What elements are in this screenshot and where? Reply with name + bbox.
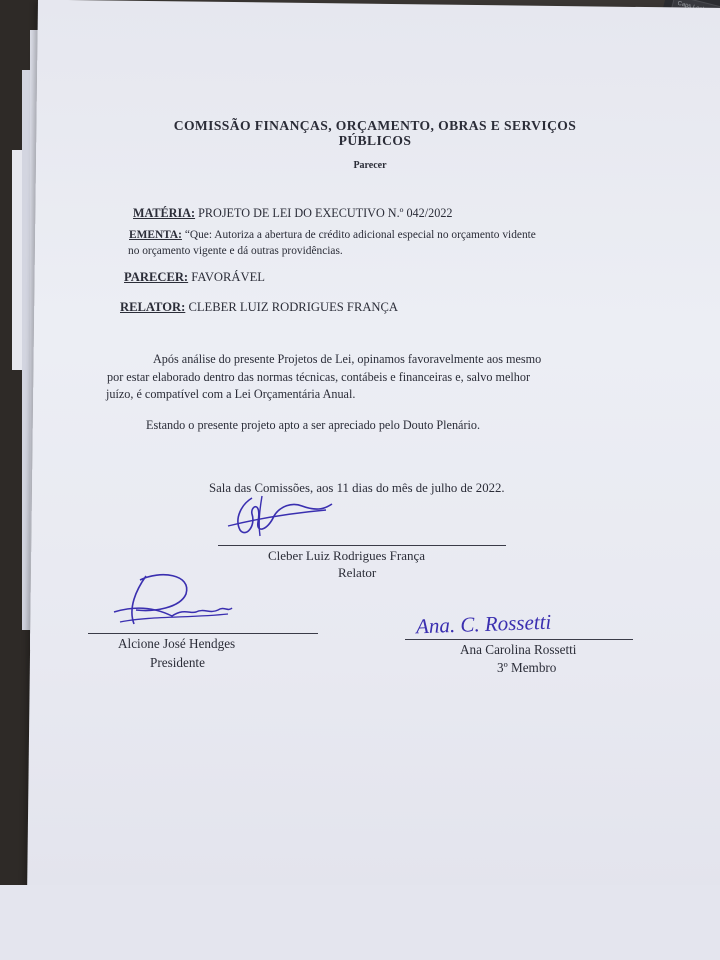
relator-line — [120, 300, 398, 315]
paragraph1-line2: por estar elaborado dentro das normas técnicas, contábeis e financeiras e, salvo melhor — [107, 370, 531, 384]
member-signature-line — [405, 639, 633, 640]
parecer-line — [124, 270, 265, 285]
paragraph2: Estando o presente projeto apto a ser apreciado pelo Douto Plenário. — [146, 418, 481, 432]
ementa-label: EMENTA: — [129, 229, 182, 241]
parecer-label: PARECER: — [124, 270, 189, 284]
member-signature: Ana. C. Rossetti — [415, 609, 552, 639]
paragraph1-line1: Após análise do presente Projetos de Lei, opinamos favoravelmente aos mesmo — [153, 352, 542, 366]
materia-label: MATÉRIA: — [133, 206, 196, 220]
document-subtitle: Parecer — [353, 160, 387, 171]
member-name: Ana Carolina Rossetti — [460, 642, 577, 657]
paragraph1-line3: juízo, é compatível com a Lei Orçamentária Anual. — [106, 387, 356, 401]
document-title-line2: PÚBLICOS — [338, 133, 412, 148]
member-role: 3º Membro — [497, 660, 557, 675]
parecer-value: FAVORÁVEL — [191, 270, 266, 284]
materia-value: PROJETO DE LEI DO EXECUTIVO N.º 042/2022 — [198, 206, 453, 220]
ementa-line2: no orçamento vigente e dá outras providências. — [128, 245, 343, 257]
relator-name: Cleber Luiz Rodrigues França — [268, 548, 426, 563]
document-title-line1: COMISSÃO FINANÇAS, ORÇAMENTO, OBRAS E SERVIÇOS — [173, 118, 577, 133]
president-signature — [100, 568, 240, 638]
president-name: Alcione José Hendges — [118, 636, 236, 651]
relator-value: CLEBER LUIZ RODRIGUES FRANÇA — [188, 300, 399, 314]
relator-label: RELATOR: — [120, 300, 186, 314]
place-date: Sala das Comissões, aos 11 dias do mês de julho de 2022. — [209, 481, 505, 495]
president-signature-line — [88, 633, 318, 634]
relator-role: Relator — [338, 565, 377, 580]
bottom-sheet — [0, 885, 720, 960]
relator-signature — [222, 492, 337, 542]
president-role: Presidente — [150, 655, 205, 670]
materia-line — [133, 206, 453, 221]
ementa-line — [129, 229, 536, 241]
relator-signature-line — [218, 545, 506, 546]
ementa-line1: “Que: Autoriza a abertura de crédito adicional especial no orçamento vidente — [184, 229, 536, 241]
